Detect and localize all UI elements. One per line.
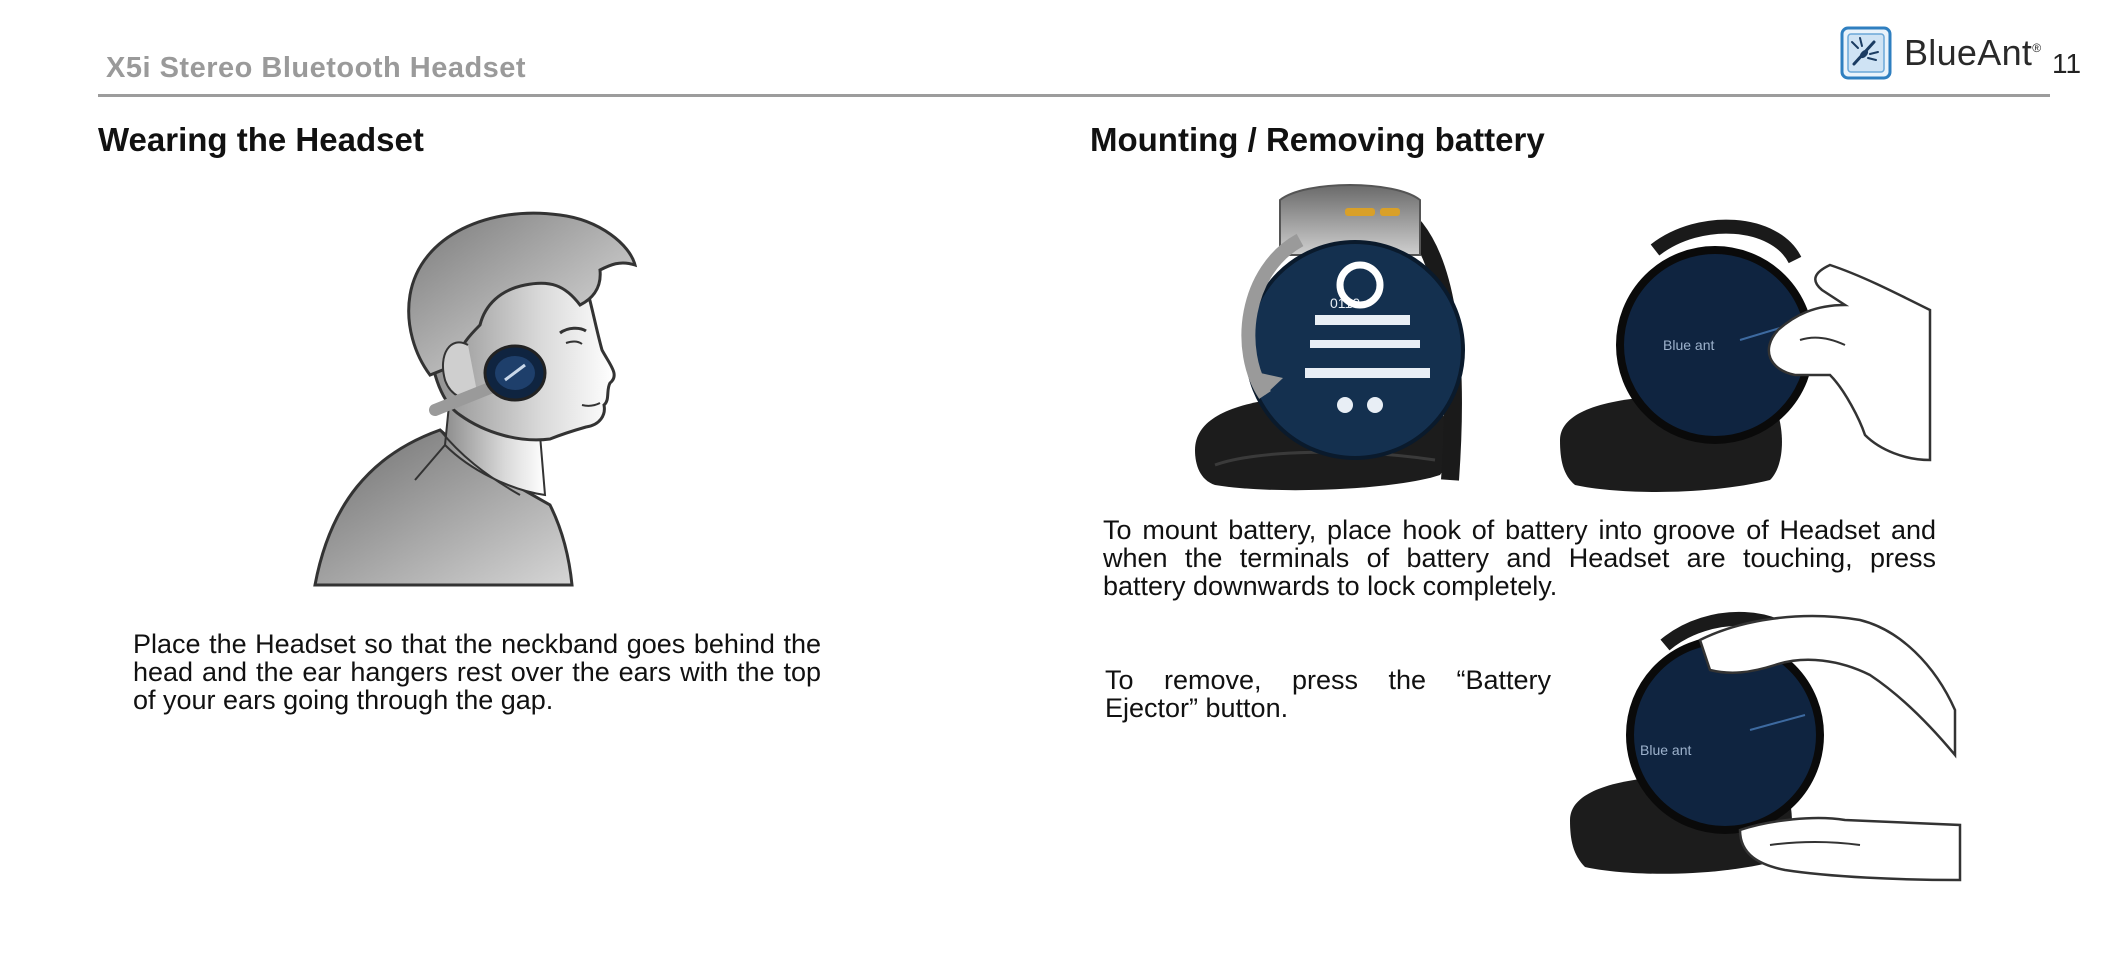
person-wearing-headset-illustration: [310, 205, 690, 590]
mount-instructions: To mount battery, place hook of battery into groove of Headset and when the terminals of battery and Headset are touching, press battery downwards to lock completely.: [1103, 515, 1936, 601]
brand-logo: [1840, 24, 2042, 82]
device-brand-label-2: Blue ant: [1640, 742, 1692, 758]
heading-battery: Mounting / Removing battery: [1090, 121, 1545, 158]
page-number: 11: [2052, 48, 2082, 79]
header-rule: [98, 94, 2050, 97]
wearing-instructions: Place the Headset so that the neckband goes behind the head and the ear hangers rest over the ears with the top of your ears going through the gap.: [133, 629, 821, 715]
remove-instructions: To remove, press the “Battery Ejector” button.: [1105, 665, 1551, 723]
logo-text: BlueAnt®: [1904, 32, 2042, 73]
hand-mounting-battery-illustration: [1560, 220, 1930, 500]
hand-pressing-ejector-illustration: [1570, 615, 1960, 890]
device-brand-label: Blue ant: [1663, 337, 1715, 353]
blueant-logo-icon: [1840, 26, 1892, 80]
battery-label-code: 0110: [1330, 295, 1361, 311]
open-battery-compartment-illustration: [1195, 180, 1480, 495]
document-title: X5i Stereo Bluetooth Headset: [106, 52, 527, 84]
heading-wearing: Wearing the Headset: [98, 121, 424, 158]
